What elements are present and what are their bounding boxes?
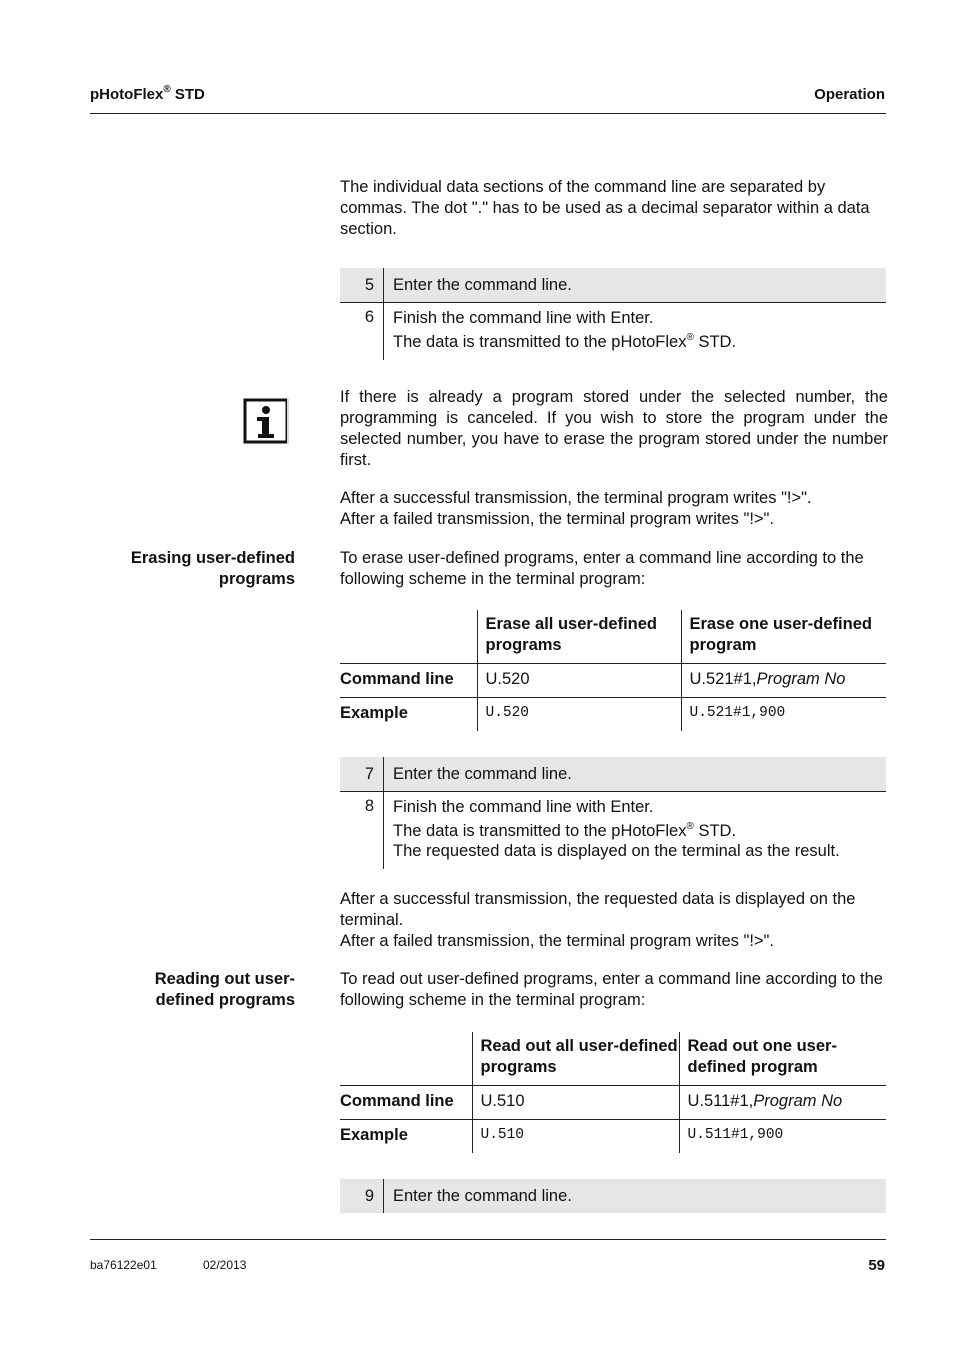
result-note: After a successful transmission, the requested data is displayed on the terminal. After a failed transmission, the terminal program writes "!>". xyxy=(340,890,856,950)
table-row: Example U.510 U.511#1,900 xyxy=(340,1119,886,1153)
header-section: Operation xyxy=(814,86,885,103)
step-5: 5 Enter the command line. xyxy=(340,268,886,303)
read-intro: To read out user-defined programs, enter a command line according to the following scheme in the terminal program: xyxy=(340,970,883,1009)
info-icon xyxy=(243,398,289,444)
erase-intro: To erase user-defined programs, enter a command line according to the following scheme in the terminal program: xyxy=(340,549,864,588)
footer-doc-id: ba76122e01 xyxy=(90,1258,157,1272)
steps-list-b xyxy=(340,757,886,869)
transmission-note: After a successful transmission, the terminal program writes "!>". After a failed transmission, the terminal program writes "!>". xyxy=(340,489,812,528)
erase-command-table xyxy=(340,610,886,731)
table-row: Command line U.510 U.511#1,Program No xyxy=(340,1085,886,1119)
step-8: 8 Finish the command line with Enter. The data is transmitted to the pHotoFlex® STD. The requested data is displayed on the terminal as the result. xyxy=(340,792,886,869)
note-paragraph: If there is already a program stored under the selected number, the programming is canceled. If you wish to store the program under the selected number, you have to erase the program stored under the number first. xyxy=(340,388,888,469)
footer-date: 02/2013 xyxy=(203,1258,247,1272)
step-6: 6 Finish the command line with Enter. The data is transmitted to the pHotoFlex® STD. xyxy=(340,303,886,360)
steps-list-a xyxy=(340,268,886,360)
footer-rule xyxy=(90,1239,886,1240)
table-header-row: Erase all user-defined programs Erase one user-defined program xyxy=(340,610,886,663)
header-rule xyxy=(90,113,886,114)
page-number: 59 xyxy=(868,1257,885,1274)
step-9: 9 Enter the command line. xyxy=(340,1179,886,1213)
intro-paragraph: The individual data sections of the command line are separated by commas. The dot "." has to be used as a decimal separator within a data section. xyxy=(340,178,870,238)
table-header-row: Read out all user-defined programs Read out one user-defined program xyxy=(340,1032,886,1085)
steps-list-c xyxy=(340,1179,886,1213)
read-command-table xyxy=(340,1032,886,1153)
side-label-reading: Reading out user- defined programs xyxy=(154,970,295,1009)
table-row: Command line U.520 U.521#1,Program No xyxy=(340,663,886,697)
table-row: Example U.520 U.521#1,900 xyxy=(340,697,886,731)
step-7: 7 Enter the command line. xyxy=(340,757,886,792)
side-label-erasing: Erasing user-defined programs xyxy=(130,549,295,588)
header-product: pHotoFlex® STD xyxy=(90,84,205,103)
